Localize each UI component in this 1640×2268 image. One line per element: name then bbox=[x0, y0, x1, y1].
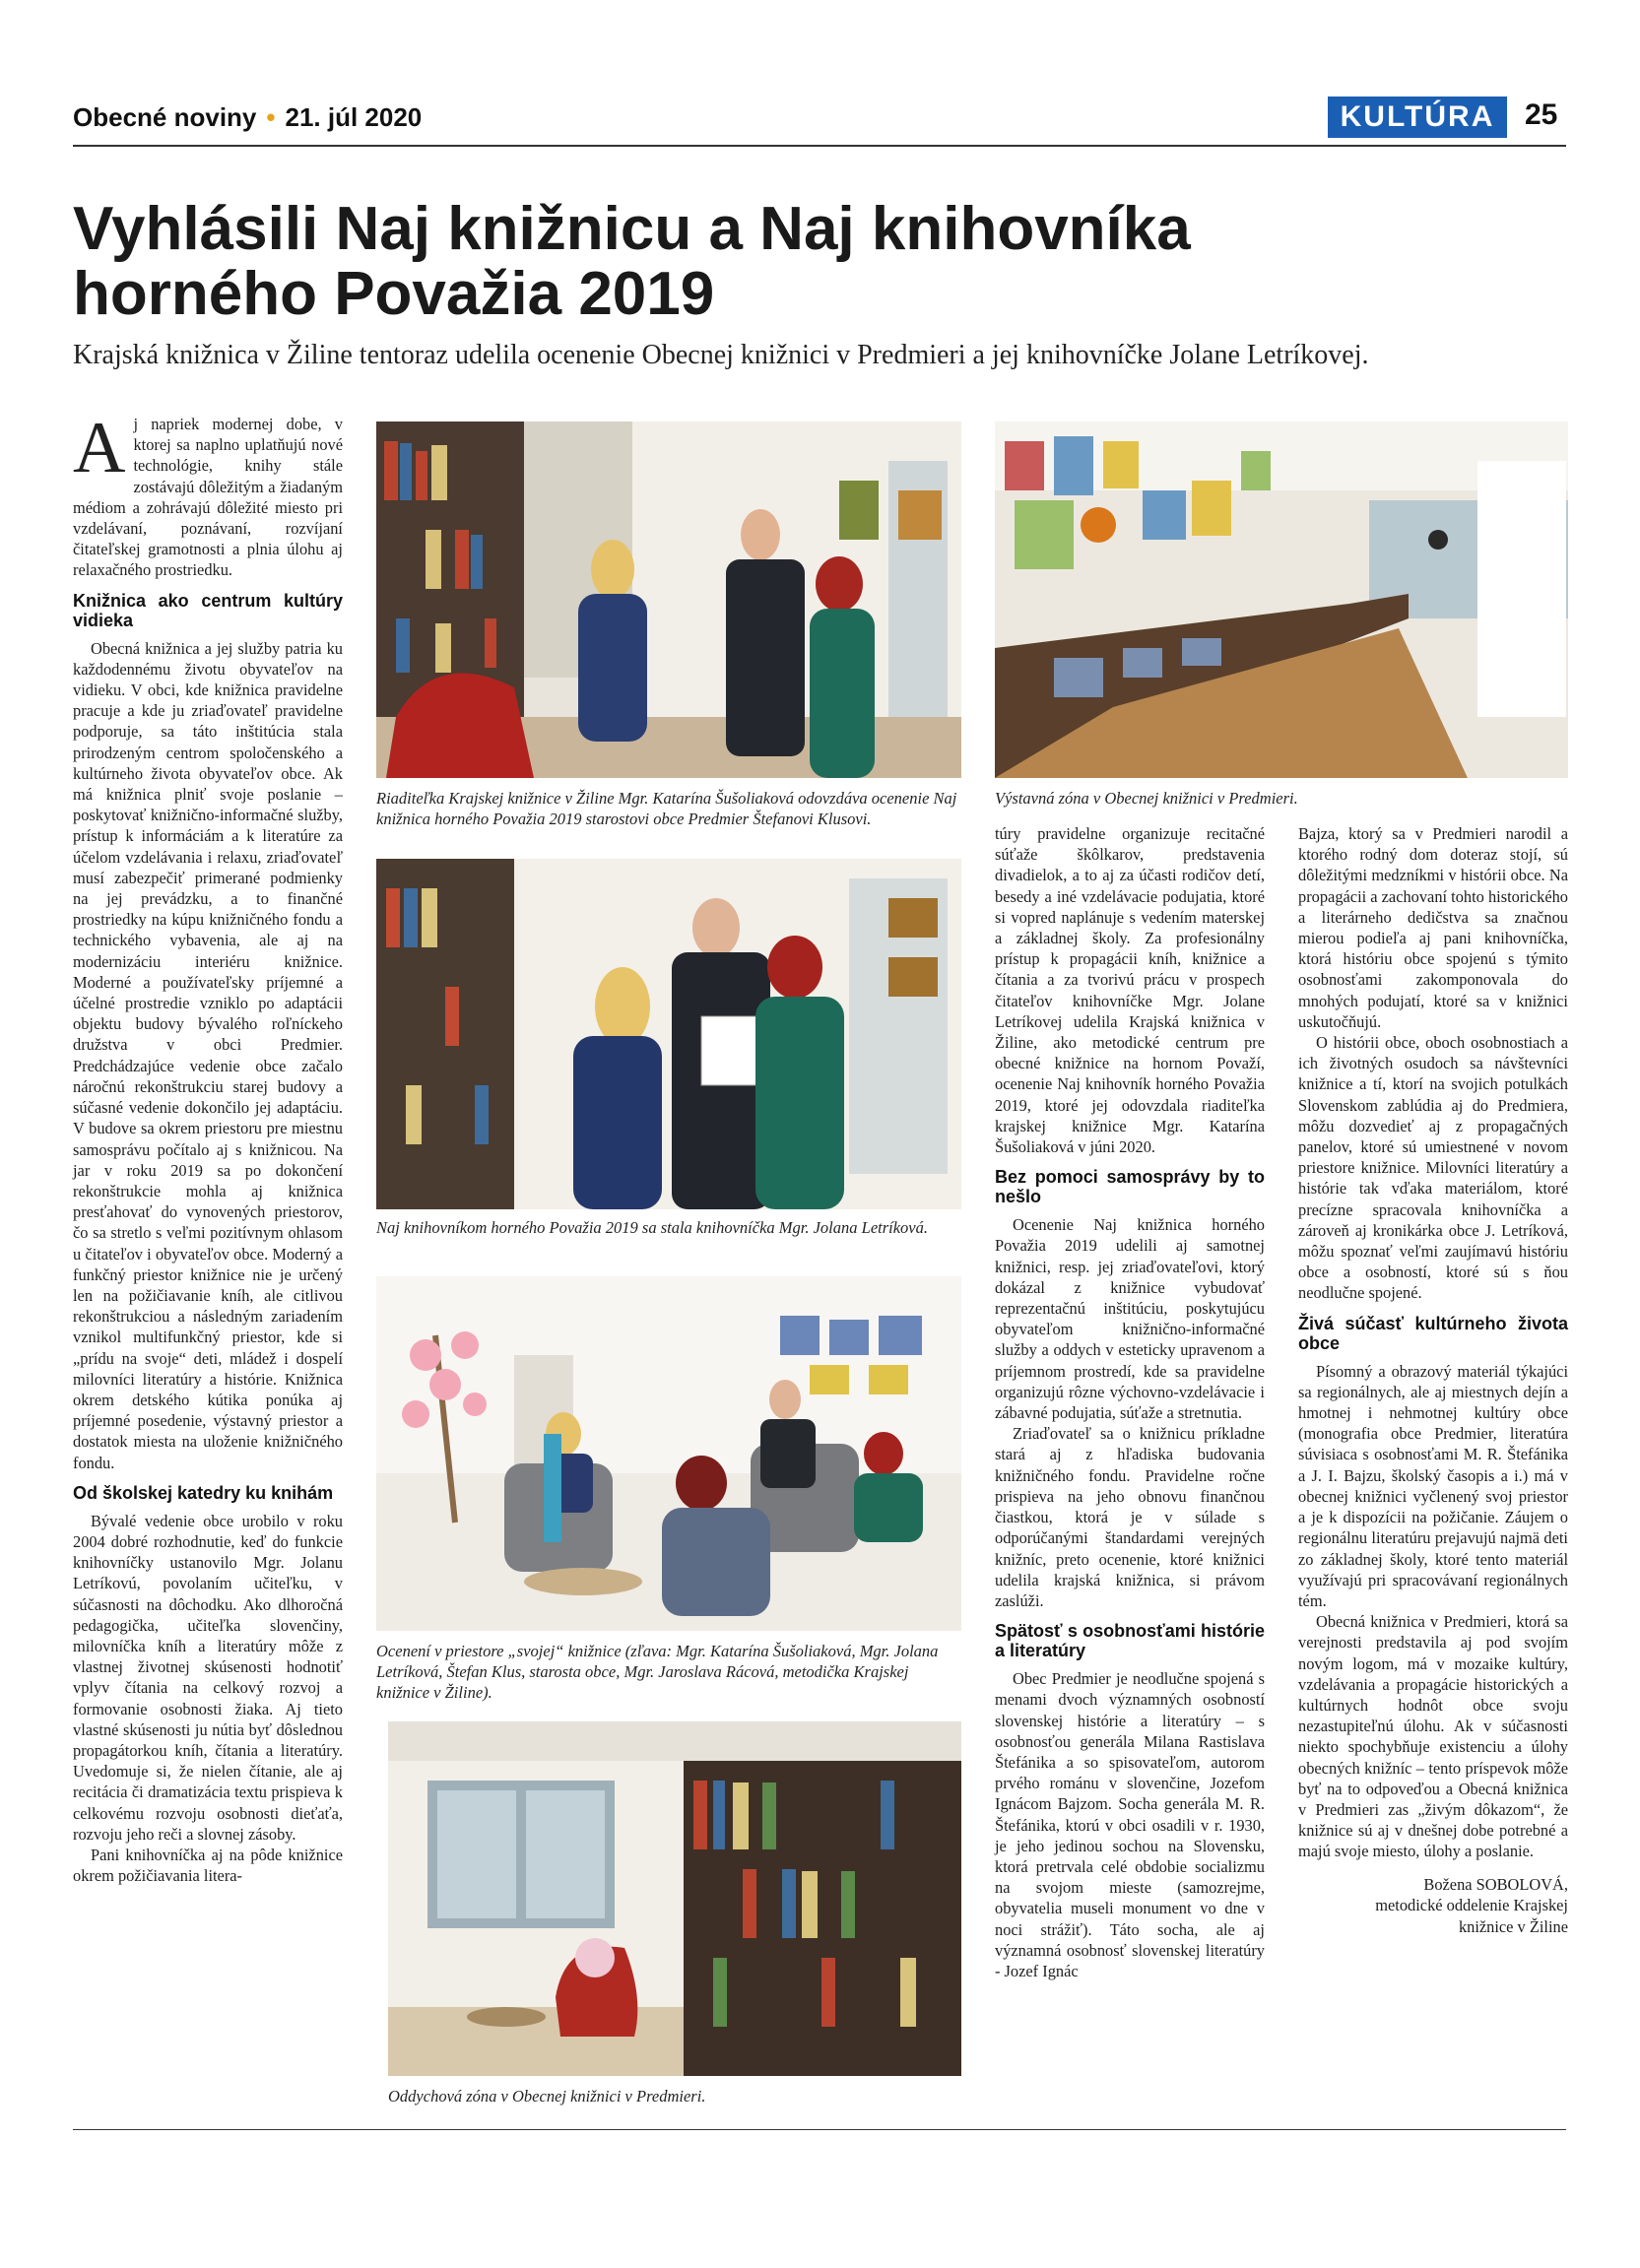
body-paragraph: O histórii obce, oboch osobnostiach a ich životných osudoch sa návštevníci knižnice a tí, ktorí na svojich potulkách Slovenskom zablúdia aj do Predmiera, môžu dozvedieť aj z propagačných panelov, ktoré sú umiestnené v novom priestore knižnice. Milovníci literatúry a histórie tak vďaka materiálom, ktoré precízne spracovala knihovníčka a zároveň aj kronikárka obce J. Letríková, môžu spoznať veľmi zaujímavú históriu obce a osobností, ktoré sú s ňou neodlučne spojené. bbox=[1298, 1033, 1568, 1303]
headline-line-2: horného Považia 2019 bbox=[73, 260, 715, 328]
photo-librarian-award bbox=[376, 859, 961, 1209]
author-signature bbox=[1298, 1874, 1568, 1938]
headline bbox=[73, 197, 1531, 327]
intro-paragraph: Aj napriek modernej dobe, v ktorej sa naplno uplatňujú nové technológie, knihy stále zostávajú dôležitým a žiadaným médiom a zohrávajú dôležité miesto pri vzdelávaní, poznávaní, rozvíjaní čitateľskej gramotnosti a plnia úlohu aj relaxačného prostriedku. bbox=[73, 408, 343, 580]
caption-award-handover: Riaditeľka Krajskej knižnice v Žiline Mgr. Katarína Šušoliaková odovzdáva ocenenie Naj knižnica horného Považia 2019 starostovi obce Predmier Štefanovi Klusovi. bbox=[376, 789, 957, 828]
drop-cap: A bbox=[73, 408, 126, 488]
photo-relaxation-zone bbox=[388, 1721, 961, 2076]
caption-librarian-award: Naj knihovníkom horného Považia 2019 sa stala knihovníčka Mgr. Jolana Letríková. bbox=[376, 1218, 929, 1237]
subheading-centrum: Knižnica ako centrum kultúry vidieka bbox=[73, 590, 343, 630]
body-paragraph: Bývalé vedenie obce urobilo v roku 2004 dobré rozhodnutie, keď do funkcie knihovníčky ustanovilo Mgr. Jolanu Letríkovú, povolaním učiteľku, v súčasnosti na dôchodku. Ako dlhoročná pedagogička, učiteľka slovenčiny, milovníčka kníh a literatúry môže z vlastnej životnej skúsenosti hodnotiť vplyv čítania na celkový rozvoj a formovanie osobnosti žiaka. Aj tieto vlastné skúsenosti ju nútia byť dôslednou propagátorkou kníh, čítania a literatúry. Uvedomuje si, že nielen čítanie, ale aj recitácia či dramatizácia textu prispieva k celkovému rozvoju osobnosti dieťaťa, rozvoju jeho reči a slovnej zásoby. bbox=[73, 1511, 343, 1844]
article-column-1 bbox=[73, 408, 343, 1886]
article-column-4 bbox=[1298, 823, 1568, 1937]
author-role-2: knižnice v Žiline bbox=[1458, 1916, 1568, 1936]
subheading-katedra: Od školskej katedry ku knihám bbox=[73, 1482, 334, 1503]
photo-award-handover bbox=[376, 421, 961, 778]
body-paragraph: Obecná knižnica v Predmieri, ktorá sa verejnosti predstavila aj pod svojím novým logom, má v mozaike kultúry, vzdelávania a propagácie historických a kultúrnych hodnôt obce svoju nezastupiteľnú úlohu. Ak v súčasnosti niekto spochybňuje existenciu a úlohy obecných knižníc – tento príspevok môže byť na to odpoveďou a Obecná knižnica v Predmieri zas „živým dôkazom“, že knižnice sú aj v dnešnej dobe potrebné a majú svoje miesto, úlohy a poslanie. bbox=[1298, 1612, 1568, 1861]
separator-dot: • bbox=[266, 102, 276, 132]
page-number: 25 bbox=[1525, 98, 1558, 131]
body-paragraph: Písomný a obrazový materiál týkajúci sa regionálnych, ale aj miestnych dejín a hmotnej i nehmotnej kultúry obce (monografia obce Predmier, literatúra súvisiaca s osobnosťami M. R. Štefánika a J. I. Bajzu, školský časopis a i.) má v obecnej knižnici vyčlenený svoj priestor a je k dispozícii na požičanie. Záujem o regionálnu literatúru prejavujú najmä deti zo základnej školy, ktoré tento materiál využívajú pri spracovávaní regionálnych tém. bbox=[1298, 1361, 1568, 1610]
header-rule bbox=[73, 145, 1566, 147]
publication-name: Obecné noviny bbox=[73, 102, 257, 132]
body-paragraph: Obec Predmier je neodlučne spojená s menami dvoch významných osobností slovenskej histórie a literatúry – s osobnosťou generála Milana Rastislava Štefánika a so spisovateľom, autorom prvého románu v slovenčine, Jozefom Ignácom Bajzom. Socha generála M. R. Štefánika, ktorú v obci osadili v r. 1930, je jeho jedinou sochou na Slovensku, ktorá pretrvala celé obdobie socializmu na svojom mieste (samozrejme, obyvatelia museli monument vo dne v noci strážiť). Táto socha, ale aj významná osobnosť slovenskej literatúry - Jozef Ignác bbox=[995, 1669, 1265, 1980]
author-name: Božena SOBOLOVÁ, bbox=[1423, 1874, 1568, 1894]
headline-line-1: Vyhlásili Naj knižnicu a Naj knihovníka bbox=[73, 195, 1191, 263]
caption-relaxation-zone: Oddychová zóna v Obecnej knižnici v Predmieri. bbox=[388, 2087, 706, 2106]
issue-date: 21. júl 2020 bbox=[285, 102, 423, 132]
body-paragraph: Pani knihovníčka aj na pôde knižnice okrem požičiavania litera- bbox=[73, 1846, 343, 1886]
section-badge: KULTÚRA bbox=[1328, 97, 1507, 138]
article-column-3 bbox=[995, 823, 1265, 1981]
photo-group-seating bbox=[376, 1276, 961, 1631]
body-paragraph: túry pravidelne organizuje recitačné súťaže škôlkarov, predstavenia divadielok, a to aj za účasti rodičov detí, besedy a iné vzdelávacie podujatia, ktoré si vopred naplánuje s vedením materskej a základnej školy. Za profesionálny prístup k propagácii kníh, knižnice a čítania a za tvorivú prácu v prospech čitateľov knihovníčke Mgr. Jolane Letríkovej udelila Krajská knižnica v Žiline, ako metodické centrum pre obecné knižnice na hornom Považí, ocenenie Naj knihovník horného Považia 2019, ktoré jej odovzdala riaditeľka krajskej knižnice Mgr. Katarína Šušoliaková v júni 2020. bbox=[995, 824, 1265, 1157]
body-paragraph: Bajza, ktorý sa v Predmieri narodil a ktorého rodný dom doteraz stojí, sú dôležitými medzníkmi v histórii obce. Na propagácii a zachovaní tohto historického a literárneho dedičstva sa značnou mierou podieľa aj pani knihovníčka, ktorá históriu obce spojenú s týmito osobnosťami zakomponovala do mnohých podujatí, ktoré sa v knižnici uskutočňujú. bbox=[1298, 824, 1568, 1031]
subheadline: Krajská knižnica v Žiline tentoraz udelila ocenenie Obecnej knižnici v Predmieri a jej knihovníčke Jolane Letríkovej. bbox=[73, 340, 1369, 370]
subheading-samosprava: Bez pomoci samosprávy by to nešlo bbox=[995, 1167, 1265, 1207]
author-role-1: metodické oddelenie Krajskej bbox=[1375, 1896, 1568, 1915]
caption-exhibition-zone: Výstavná zóna v Obecnej knižnici v Predmieri. bbox=[995, 789, 1298, 808]
subheading-zivot-obce: Živá súčasť kultúrneho života obce bbox=[1298, 1313, 1568, 1353]
masthead bbox=[73, 102, 422, 133]
caption-group-seating: Ocenení v priestore „svojej“ knižnice (zľava: Mgr. Katarína Šušoliaková, Mgr. Jolana Letríková, Štefan Klus, starosta obce, Mgr. Jaroslava Rácová, metodička Krajskej knižnice v Žiline). bbox=[376, 1642, 939, 1702]
photo-exhibition-zone bbox=[995, 421, 1568, 778]
body-paragraph: Zriaďovateľ sa o knižnicu príkladne stará aj z hľadiska budovania knižničného fondu. Pravidelne ročne prispieva na jeho obnovu finančnou čiastkou, ktorá je v súlade s odporúčanými štandardami verejných knižníc, preto ocenenie, ktoré knižnici udelila krajská knižnica, si právom zaslúži. bbox=[995, 1424, 1265, 1610]
footer-rule bbox=[73, 2129, 1566, 2130]
body-paragraph: Ocenenie Naj knižnica horného Považia 2019 udelili aj samotnej knižnici, resp. jej zriaďovateľovi, ktorý dokázal z knižnice vybudovať reprezentačnú inštitúciu, poskytujúcu obyvateľom knižnično-informačné služby a oddych v esteticky upravenom a príjemnom prostredí, kde sa pravidelne organizujú rôzne výchovno-vzdelávacie i zábavné podujatia, súťaže a stretnutia. bbox=[995, 1215, 1265, 1423]
subheading-osobnosti: Spätosť s osobnosťami histórie a literatúry bbox=[995, 1621, 1265, 1661]
body-paragraph: Obecná knižnica a jej služby patria ku každodennému životu obyvateľov na vidieku. V obci, kde knižnica pravidelne pracuje a kde ju zriaďovateľ pravidelne podporuje, sa táto inštitúcia stala prirodzeným centrom spoločenského a kultúrneho života obyvateľov obce. Ak má knižnica plniť svoje poslanie – poskytovať knižnično-informačné služby, prístup k informáciám a k literatúre za účelom vzdelávania i relaxu, zriaďovateľ musí zabezpečiť primerané podmienky na jej prevádzku, a to finančné prostriedky na kúpu knižničného fondu a technického vybavenia, ale aj na modernizáciu interiéru knižnice. Moderné a používateľsky príjemné a účelné prostredie vzniklo po adaptácii objektu budovy bývalého roľníckeho družstva v obci Predmier. Predchádzajúce vedenie obce začalo náročnú rekonštrukciu starej budovy a súčasné vedenie dokončilo jej adaptáciu. V budove sa okrem priestoru pre miestnu samosprávu počítalo aj s knižnicou. Na jar v roku 2019 sa po dokončení rekonštrukcie mohla aj knižnica presťahovať do vynovených priestorov, čo sa stretlo s veľmi pozitívnym ohlasom u čitateľov i obyvateľov obce. Moderný a funkčný priestor knižnice nie je určený len na požičiavanie kníh, ale citlivou rekonštrukciou a následným zariadením vznikol multifunkčný priestor, kde si „prídu na svoje“ deti, mládež i dospelí milovníci literatúry a histórie. Knižnica okrem detského kútika ponúka aj príjemné posedenie, výstavný priestor a dostatok miesta na uloženie knižničného fondu. bbox=[73, 638, 343, 1472]
